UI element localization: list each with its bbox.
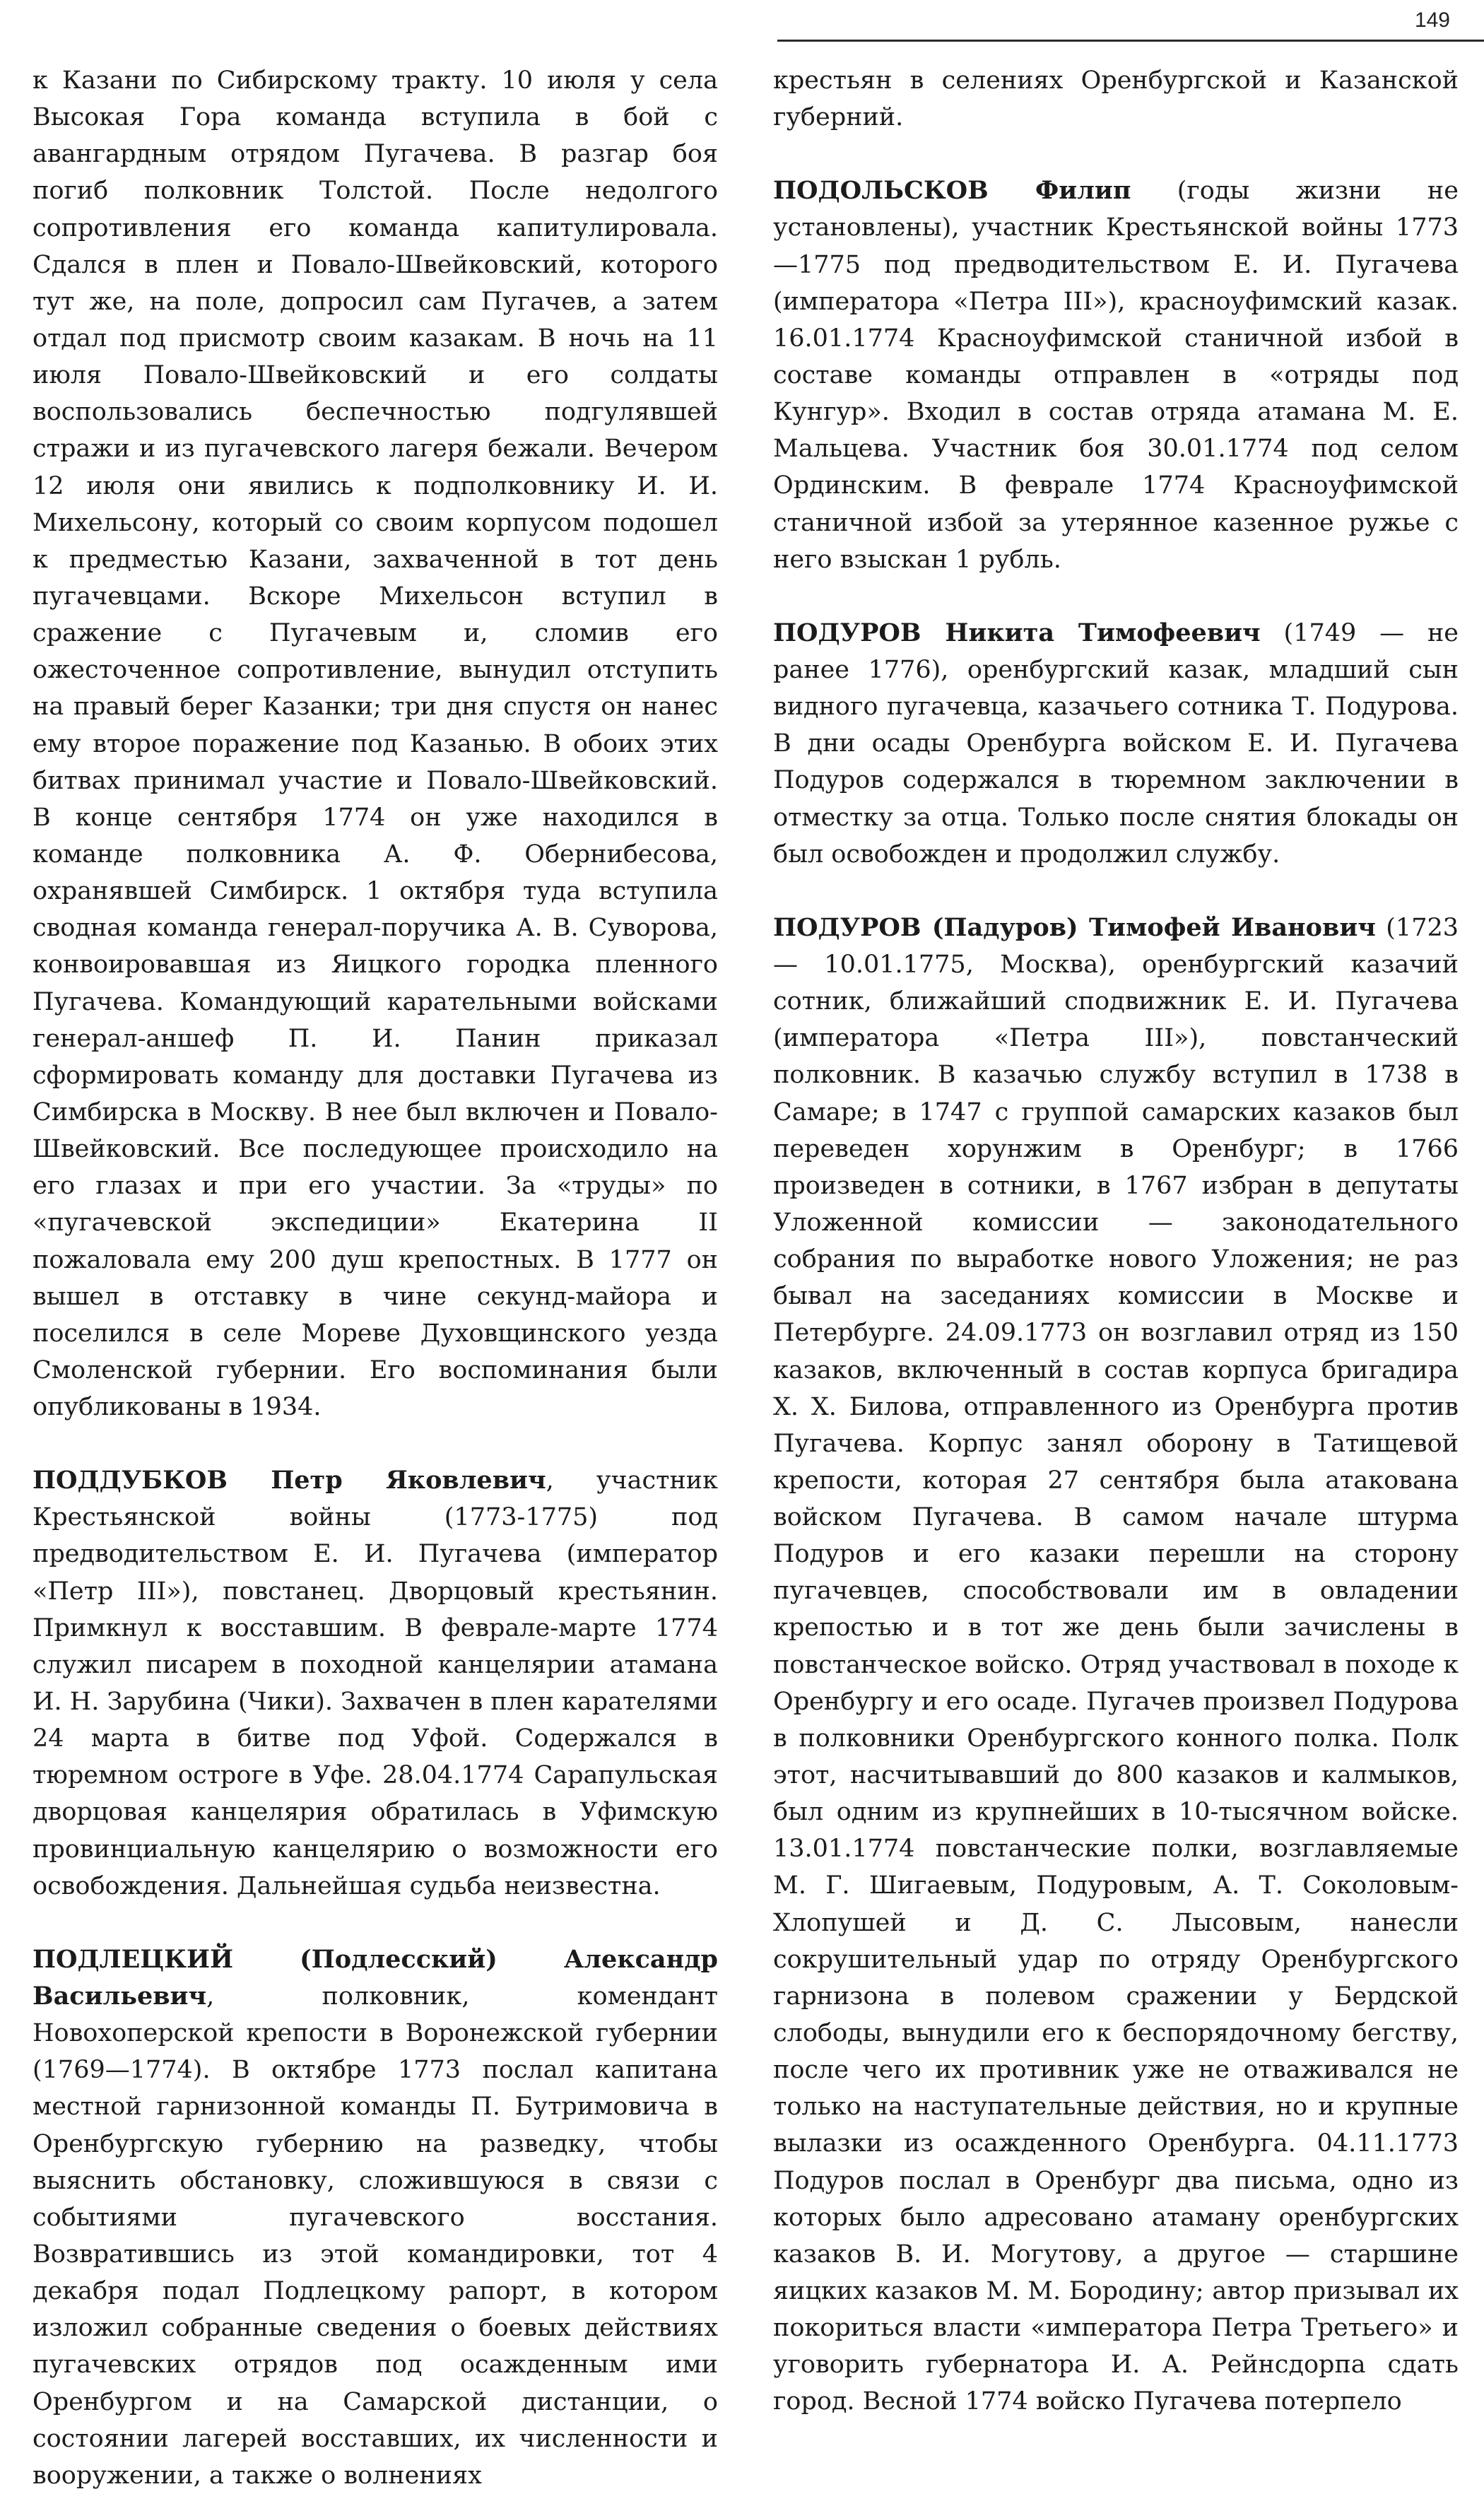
entry-podolskov (773, 172, 1459, 578)
page-number: 149 (1414, 8, 1450, 32)
entry-text: , полковник, комендант Новохоперской крепости в Воронежской губернии (1769—1774). В октябре 1773 послал капитана местной гарнизонной команды П. Бутримовича в Оренбургскую губернию на разведку, чтобы выяснить обстановку, сложившуюся в связи с событиями пугачевского восстания. Возвратившись из этой командировки, тот 4 декабря подал Подлецкому рапорт, в котором изложил собранные сведения о боевых действиях пугачевских отрядов под осажденным ими Оренбургом и на Самарской дистанции, о состоянии лагерей восставших, их численности и вооружении, а также о волнениях (33, 1982, 718, 2490)
entry-poddubkov (33, 1462, 718, 1905)
headword: ПОДДУБКОВ Петр Яковлевич (33, 1466, 546, 1495)
headword: ПОДУРОВ Никита Тимофеевич (773, 618, 1261, 647)
continuation-paragraph: крестьян в селениях Оренбургской и Казанской губерний. (773, 66, 1459, 132)
entry-text: (1749 — не ранее 1776), оренбургский казак, младший сын видного пугачевца, казачьего сотника Т. Подурова. В дни осады Оренбурга войском Е. И. Пугачева Подуров содержался в тюремном заключении в отместку за отца. Только после снятия блокады он был освобожден и продолжил службу. (773, 618, 1459, 869)
entry-podurov-nikita (773, 615, 1459, 873)
entry-podletsky (33, 1941, 718, 2494)
entry-podurov-timofey (773, 910, 1459, 2421)
entry-text: , участник Крестьянской войны (1773-1775) под предводительством Е. И. Пугачева (император «Петр III»), повстанец. Дворцовый крестьянин. Примкнул к восставшим. В феврале-марте 1774 служил писарем в походной канцелярии атамана И. Н. Зарубина (Чики). Захвачен в плен карателями 24 марта в битве под Уфой. Содержался в тюремном остроге в Уфе. 28.04.1774 Сарапульская дворцовая канцелярия обратилась в Уфимскую провинциальную канцелярию о возможности его освобождения. Дальнейшая судьба неизвестна. (33, 1466, 718, 1900)
headword: ПОДУРОВ (Падуров) Тимофей Иванович (773, 912, 1376, 942)
continuation-paragraph: к Казани по Сибирскому тракту. 10 июля у села Высокая Гора команда вступила в бой с авангардным отрядом Пугачева. В разгар боя погиб полковник Толстой. После недолгого сопротивления его команда капитулировала. Сдался в плен и Повало-Швейковский, которого тут же, на поле, допросил сам Пугачев, а затем отдал под присмотр своим казакам. В ночь на 11 июля Повало-Швейковский и его солдаты воспользовались беспечностью подгулявшей стражи и из пугачевского лагеря бежали. Вечером 12 июля они явились к подполковнику И. И. Михельсону, который со своим корпусом подошел к предместью Казани, захваченной в тот день пугачевцами. Вскоре Михельсон вступил в сражение с Пугачевым и, сломив его ожесточенное сопротивление, вынудил отступить на правый берег Казанки; три дня спустя он нанес ему второе поражение под Казанью. В обоих этих битвах принимал участие и Повало-Швейковский. В конце сентября 1774 он уже находился в команде полковника А. Ф. Обернибесова, охранявшей Симбирск. 1 октября туда вступила сводная команда генерал-поручика А. В. Суворова, конвоировавшая из Яицкого городка пленного Пугачева. Командующий карательными войсками генерал-аншеф П. И. Панин приказал сформировать команду для доставки Пугачева из Симбирска в Москву. В нее был включен и Повало-Швейковский. Все последующее происходило на его глазах и при его участии. За «труды» по «пугачевской экспедиции» Екатерина II пожаловала ему 200 душ крепостных. В 1777 он вышел в отставку в чине секунд-майора и поселился в селе Мореве Духовщинского уезда Смоленской губернии. Его воспоминания были опубликованы в 1934. (33, 66, 718, 1422)
right-column (773, 62, 1459, 2421)
header-rule (777, 40, 1484, 42)
headword: ПОДОЛЬСКОВ Филип (773, 176, 1131, 206)
entry-text: (годы жизни не установлены), участник Крестьянской войны 1773—1775 под предводительством Е. И. Пугачева (императора «Петра III»), красноуфимский казак. 16.01.1774 Красноуфимской станичной избой в составе команды отправлен в «отряды под Кунгур». Входил в состав отряда атамана М. Е. Мальцева. Участник боя 30.01.1774 под селом Ординским. В феврале 1774 Красноуфимской станичной избой за утерянное казенное ружье с него взыскан 1 рубль. (773, 177, 1459, 574)
headword: ПОДЛЕЦКИЙ (Подлесский) Александр Васильевич (33, 1944, 718, 2011)
left-column (33, 62, 718, 2494)
entry-text: (1723 — 10.01.1775, Москва), оренбургский казачий сотник, ближайший сподвижник Е. И. Пугачева (императора «Петра III»), повстанческий полковник. В казачью службу вступил в 1738 в Самаре; в 1747 с группой самарских казаков был переведен хорунжим в Оренбург; в 1766 произведен в сотники, в 1767 избран в депутаты Уложенной комиссии — законодательного собрания по выработке нового Уложения; не раз бывал на заседаниях комиссии в Москве и Петербурге. 24.09.1773 он возглавил отряд из 150 казаков, включенный в состав корпуса бригадира Х. Х. Билова, отправленного из Оренбурга против Пугачева. Корпус занял оборону в Татищевой крепости, которая 27 сентября была атакована войском Пугачева. В самом начале штурма Подуров и его казаки перешли на сторону пугачевцев, способствовали им в овладении крепостью и в тот же день были зачислены в повстанческое войско. Отряд участвовал в походе к Оренбургу и его осаде. Пугачев произвел Подурова в полковники Оренбургского конного полка. Полк этот, насчитывавший до 800 казаков и калмыков, был одним из крупнейших в 10-тысячном войске. 13.01.1774 повстанческие полки, возглавляемые М. Г. Шигаевым, Подуровым, А. Т. Соколовым-Хлопушей и Д. С. Лысовым, нанесли сокрушительный удар по отряду Оренбургского гарнизона в полевом сражении у Бердской слободы, вынудили его к беспорядочному бегству, после чего их противник уже не отваживался не только на наступательные действия, но и крупные вылазки из осажденного Оренбурга. 04.11.1773 Подуров послал в Оренбург два письма, одно из которых было адресовано атаману оренбургских казаков В. И. Могутову, а другое — старшине яицких казаков М. М. Бородину; автор призывал их покориться власти «императора Петра Третьего» и уговорить губернатора И. А. Рейнсдорпа сдать город. Весной 1774 войско Пугачева потерпело (773, 913, 1459, 2416)
